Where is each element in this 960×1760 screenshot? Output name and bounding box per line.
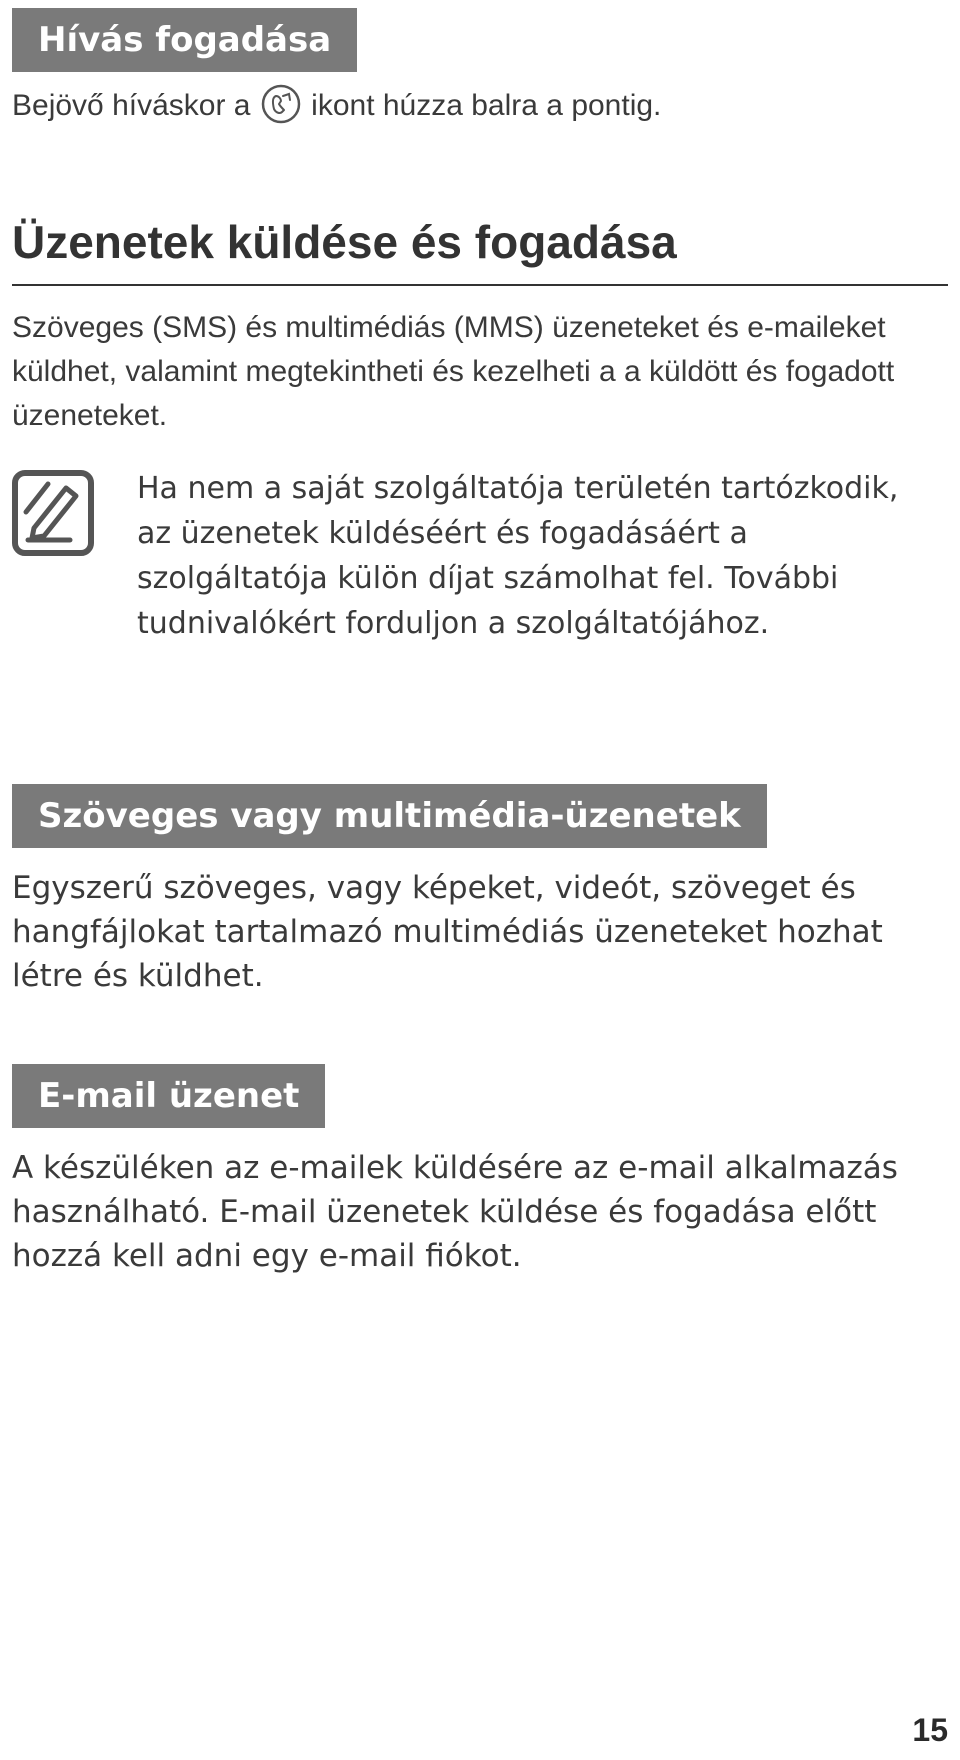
roaming-note: Ha nem a saját szolgáltatója területén tartózkodik, az üzenetek küldéséért és fogadásáért a szolgáltatója külön díjat számolhat fel. További tudnivalókért forduljon a szolgáltatójához. [137, 471, 899, 641]
email-description: A készüléken az e-mailek küldésére az e-mail alkalmazás használható. E-mail üzenetek küldése és fogadása előtt hozzá kell adni egy e-mail fiókot. [12, 1150, 898, 1274]
heading-incoming-call: Hívás fogadása [12, 8, 357, 72]
heading-sms-mms: Szöveges vagy multimédia-üzenetek [12, 784, 767, 848]
phone-icon [261, 84, 301, 124]
instruction-text-after: ikont húzza balra a pontig. [311, 89, 662, 122]
sms-mms-description: Egyszerű szöveges, vagy képeket, videót, szöveget és hangfájlokat tartalmazó multimédiás üzeneteket hozhat létre és küldhet. [12, 870, 883, 994]
heading-email: E-mail üzenet [12, 1064, 325, 1128]
page-number: 15 [912, 1712, 948, 1748]
incoming-call-instruction [12, 84, 948, 128]
messages-intro: Szöveges (SMS) és multimédiás (MMS) üzeneteket és e-maileket küldhet, valamint megtekintheti és kezelheti a a küldött és fogadott üzeneteket. [12, 311, 895, 432]
instruction-text-before: Bejövő híváskor a [12, 89, 251, 122]
note-pencil-icon [12, 470, 94, 556]
manual-page [12, 0, 948, 1760]
section-title-messages: Üzenetek küldése és fogadása [12, 212, 948, 286]
